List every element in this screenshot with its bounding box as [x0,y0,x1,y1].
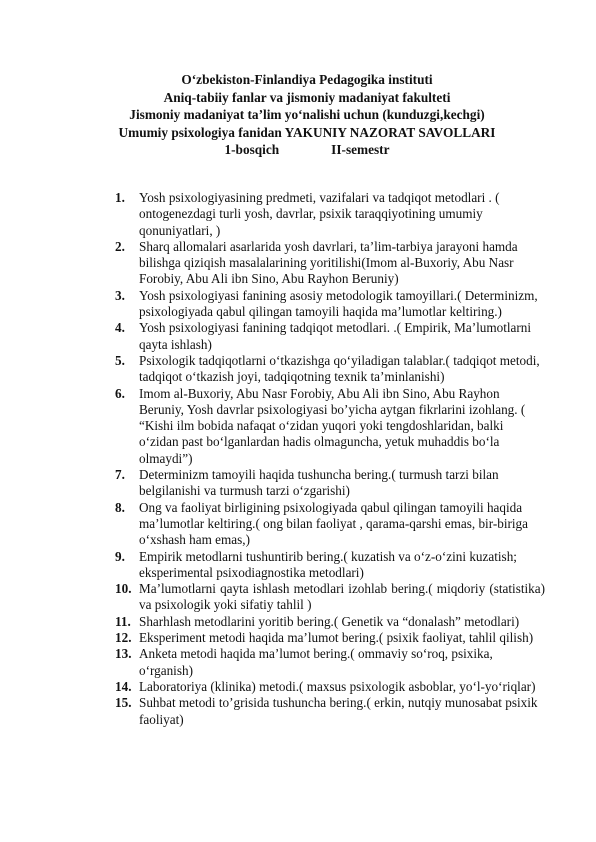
question-text: Sharhlash metodlarini yoritib bering.( Genetik va “donalash” metodlari) [139,613,520,629]
question-item [115,288,545,321]
question-text: Yosh psixologiyasining predmeti, vazifalari va tadqiqot metodlari . ( ontogenezdagi turli yosh, davrlar, psixik taraqqiyotining umumiy qonuniyatlari, ) [139,190,500,238]
question-item [115,386,545,467]
question-item [115,630,545,646]
question-number: 9. [115,548,125,564]
question-number: 5. [115,352,125,368]
question-item [115,500,545,549]
question-number: 10. [115,581,132,597]
question-text: Imom al-Buxoriy, Abu Nasr Forobiy, Abu Ali ibn Sino, Abu Rayhon Beruniy, Yosh davrlar psixologiyasi bo’yicha aytgan fikrlarini izohlang. ( “Kishi ilm bobida nafaqat o‘zidan yuqori yoki tengdoshlaridan, balki o‘zidan past bo‘lganlardan hadis olmaguncha, yetuk muhaddis bo‘la olmaydi”) [139,385,526,466]
question-number: 15. [115,695,132,711]
question-text: Yosh psixologiyasi fanining asosiy metodologik tamoyillari.( Determinizm, psixologiyada qabul qilingan tamoyili haqida ma’lumotlar keltiring.) [139,287,538,320]
question-item [115,353,545,386]
stage-semester-line [18,141,596,159]
question-item [115,614,545,630]
question-item [115,320,545,353]
question-item [115,581,545,614]
question-item [115,549,545,582]
program-title: Jismoniy madaniyat ta’lim yo‘nalishi uchun (kunduzgi,kechgi) [129,107,485,122]
question-text: Suhbat metodi to’grisida tushuncha bering.( erkin, nutqiy munosabat psixik faoliyat) [139,695,538,727]
question-number: 12. [115,630,132,646]
semester-label: II-semestr [331,142,390,157]
question-item [115,679,545,695]
question-text: Ma’lumotlarni qayta ishlash metodlari izohlab bering.( miqdoriy (statistika) va psixologik yoki sifatiy tahlil ) [139,581,545,613]
institute-title: O‘zbekiston-Finlandiya Pedagogika instituti [181,72,433,87]
questions-list [115,190,545,728]
question-number: 13. [115,646,132,662]
subject-title: Umumiy psixologiya fanidan YAKUNIY NAZORAT SAVOLLARI [118,124,496,140]
question-text: Yosh psixologiyasi fanining tadqiqot metodlari. .( Empirik, Ma’lumotlarni qayta ishlash) [139,320,532,352]
faculty-title: Aniq-tabiiy fanlar va jismoniy madaniyat fakulteti [163,89,451,105]
document-header [0,71,596,159]
question-text: Sharq allomalari asarlarida yosh davrlari, ta’lim-tarbiya jarayoni hamda bilishga qiziqish masalalarining yoritilishi(Imom al-Buxoriy, Abu Nasr Forobiy, Abu Ali ibn Sino, Abu Rayhon Beruniy) [139,238,518,287]
question-number: 6. [115,385,125,401]
question-item [115,467,545,500]
question-number: 7. [115,467,125,483]
question-number: 14. [115,678,132,694]
question-number: 1. [115,190,125,205]
question-text: Empirik metodlarni tushuntirib bering.( kuzatish va o‘z-o‘zini kuzatish; eksperimental psixodiagnostika metodlari) [139,548,517,580]
stage-label: 1-bosqich [224,142,280,157]
question-text: Laboratoriya (klinika) metodi.( maxsus psixologik asboblar, yo‘l-yo‘riqlar) [139,678,536,694]
question-number: 3. [115,287,125,303]
question-item [115,239,545,288]
question-text: Anketa metodi haqida ma’lumot bering.( ommaviy so‘roq, psixika, o‘rganish) [139,646,493,678]
question-text: Eksperiment metodi haqida ma’lumot bering.( psixik faoliyat, tahlil qilish) [139,630,534,646]
question-text: Determinizm tamoyili haqida tushuncha bering.( turmush tarzi bilan belgilanishi va turmush tarzi o‘zgarishi) [139,467,499,499]
question-item [115,695,545,728]
question-number: 8. [115,499,125,515]
question-number: 4. [115,320,125,336]
question-number: 11. [115,613,131,629]
question-text: Psixologik tadqiqotlarni o‘tkazishga qo‘yiladigan talablar.( tadqiqot metodi, tadqiqot o‘tkazish joyi, tadqiqotning texnik ta’minlanishi) [139,352,540,385]
question-item [115,190,545,239]
question-item [115,646,545,679]
question-number: 2. [115,238,125,254]
question-text: Ong va faoliyat birligining psixologiyada qabul qilingan tamoyili haqida ma’lumotlar keltiring.( ong bilan faoliyat , qarama-qarshi emas, bir-biriga o‘xshash ham emas,) [139,499,529,548]
